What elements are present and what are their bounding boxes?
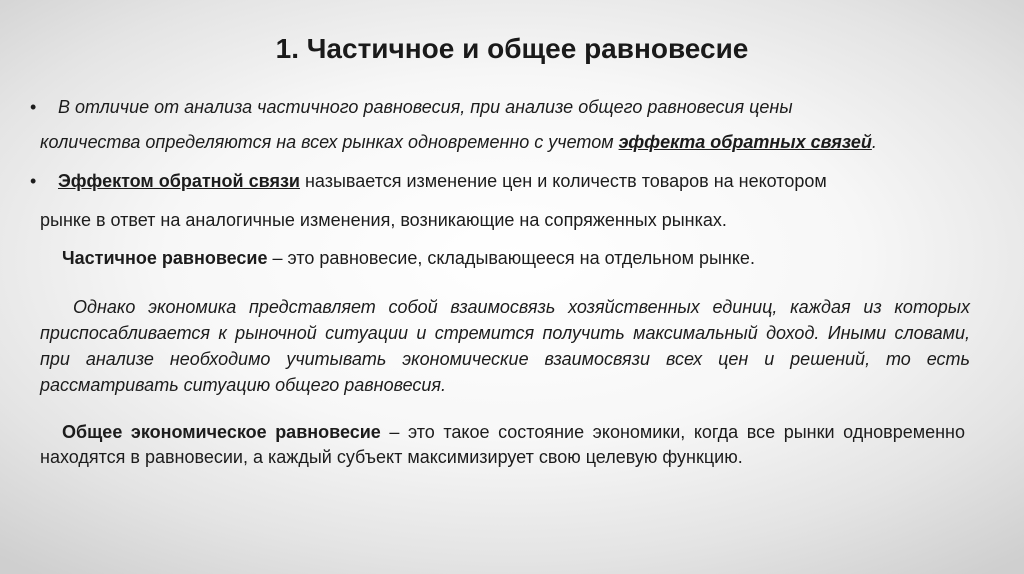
bullet2-line1-text: называется изменение цен и количеств товаров на некотором <box>299 171 827 191</box>
slide-title: 1. Частичное и общее равновесие <box>275 33 749 64</box>
partial-equilibrium-definition <box>62 246 982 270</box>
bullet-marker: • <box>30 97 37 117</box>
bullet2-line2: рынке в ответ на аналогичные изменения, возникающие на сопряженных рынках. <box>40 210 727 230</box>
economy-paragraph: Однако экономика представляет собой взаимосвязь хозяйственных единиц, каждая из которых приспосабливается к рыночной ситуации и стремится получить максимальный доход. Иными словами, при анализе необходимо учитывать экономические взаимосвязи всех цен и решений, то есть рассматривать ситуацию общего равновесия. <box>40 297 970 395</box>
bullet2-line1 <box>58 169 1008 193</box>
partial-equilibrium-text: – это равновесие, складывающееся на отдельном рынке. <box>267 248 755 268</box>
general-equilibrium-text: – это такое состояние экономики, когда все рынки одновременно находятся в равновесии, а каждый субъект максимизирует свою целевую функцию. <box>40 422 966 467</box>
partial-equilibrium-term: Частичное равновесие <box>62 248 268 268</box>
bullet-marker: • <box>30 171 37 191</box>
feedback-effect-emphasis: эффекта обратных связей <box>618 132 872 152</box>
bullet1-line2 <box>40 130 1015 154</box>
bullet1-line1: В отличие от анализа частичного равновесия, при анализе общего равновесия цены <box>58 97 793 117</box>
bullet1-line2-end: . <box>871 132 877 152</box>
bullet1-line2-text: количества определяются на всех рынках одновременно с учетом <box>40 132 619 152</box>
general-equilibrium-term: Общее экономическое равновесие <box>62 422 381 442</box>
feedback-effect-term: Эффектом обратной связи <box>58 171 300 191</box>
general-equilibrium-definition <box>40 420 965 470</box>
